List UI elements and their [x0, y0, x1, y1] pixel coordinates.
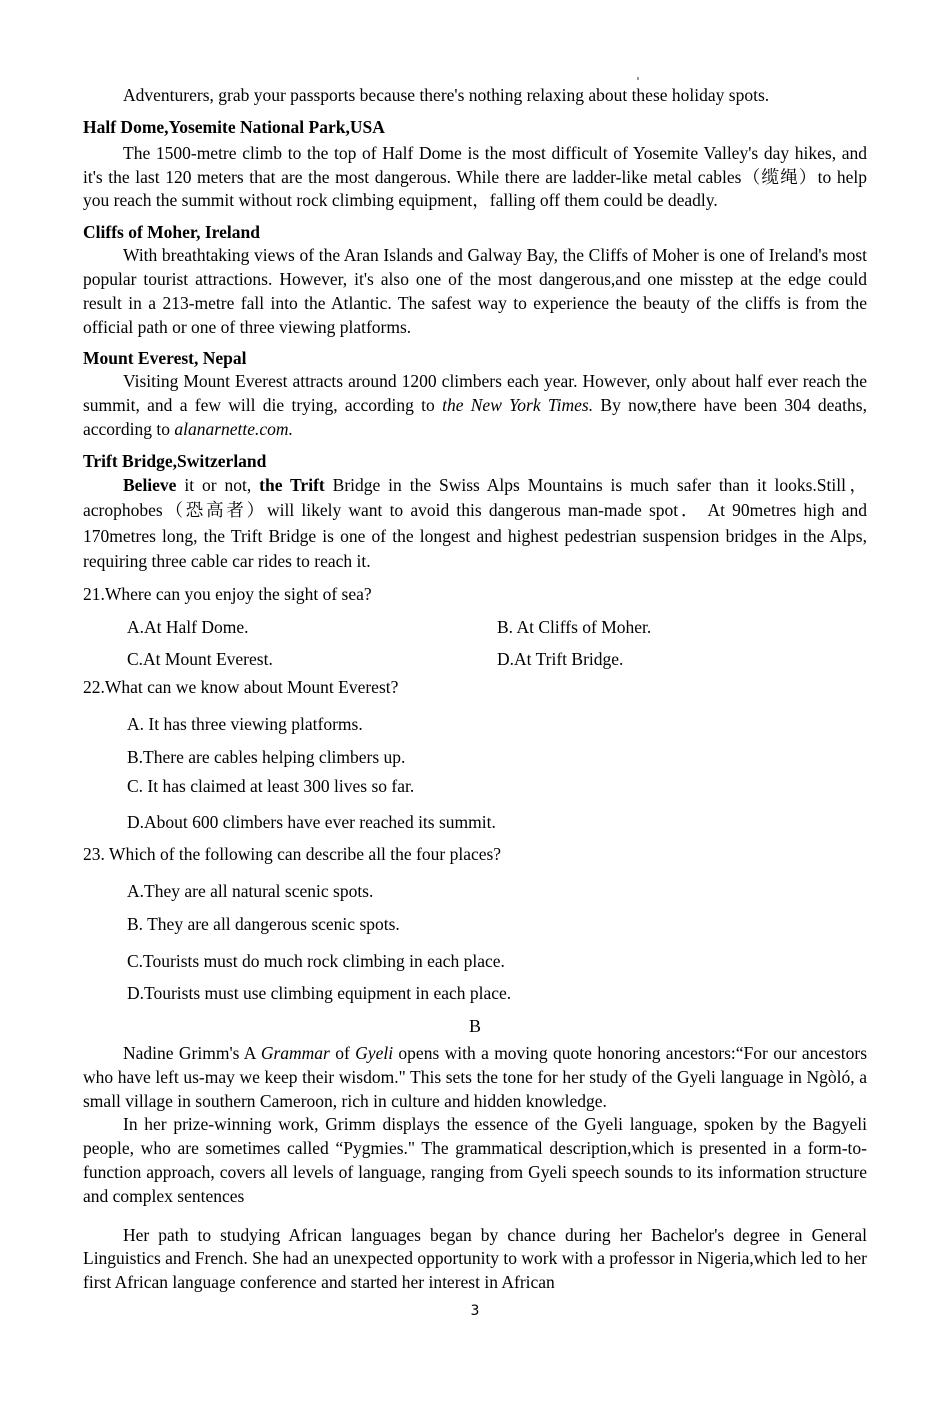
bold-the-trift: the Trift [259, 474, 325, 495]
italic-grammar: Grammar [260, 1042, 330, 1063]
cliffs-paragraph: With breathtaking views of the Aran Islands and Galway Bay, the Cliffs of Moher is one of Ireland's most popular tourist attractions. However, it's also one of the most dangerous,and one misstep at the edge could result in a 213-metre fall into the Atlantic. The safest way to experience the beauty of the cliffs is from the official path or one of three viewing platforms. [83, 245, 867, 337]
italic-alanarnette: alanarnette.com. [174, 418, 293, 439]
question-22 [83, 676, 867, 835]
trift-paragraph [83, 473, 867, 575]
question-23-stem: 23. Which of the following can describe all the four places? [83, 844, 502, 865]
page-number: 3 [470, 1302, 480, 1319]
trift-text-2: Bridge in the Swiss Alps Mountains is much safer than it looks.Still，acrophobes（恐高者）will likely want to avoid this dangerous man-made spot． At 90metres high and 170metres long, the Trift Bridge is one of the longest and highest pedestrian suspension bridges in the Alps, requiring three cable car rides to reach it. [83, 474, 868, 572]
question-21-stem: 21.Where can you enjoy the sight of sea? [83, 583, 372, 604]
q23-option-d: D.Tourists must use climbing equipment in each place. [127, 983, 512, 1004]
bold-believe: Believe [123, 474, 177, 495]
q22-option-d: D.About 600 climbers have ever reached its summit. [127, 812, 496, 833]
half-dome-paragraph: The 1500-metre climb to the top of Half Dome is the most difficult of Yosemite Valley's day hikes, and it's the last 120 meters that are the most dangerous. While there are ladder-like metal cables（缆绳）to help you reach the summit without rock climbing equipment，falling off them could be deadly. [83, 142, 867, 211]
trift-text: it or not, [176, 474, 260, 495]
q23-option-c: C.Tourists must do much rock climbing in each place. [127, 950, 505, 971]
heading-half-dome: Half Dome,Yosemite National Park,USA [83, 116, 385, 137]
q22-option-b: B.There are cables helping climbers up. [127, 746, 406, 767]
stray-mark [637, 77, 639, 80]
everest-paragraph [83, 370, 867, 441]
passage-b-paragraph-1 [83, 1042, 867, 1113]
intro-line: Adventurers, grab your passports because there's nothing relaxing about these holiday spots. [123, 85, 770, 105]
q23-option-b: B. They are all dangerous scenic spots. [127, 913, 400, 934]
q22-option-a: A. It has three viewing platforms. [127, 713, 363, 734]
passage-b-paragraph-3: Her path to studying African languages began by chance during her Bachelor's degree in General Linguistics and French. She had an unexpected opportunity to work with a professor in Nigeria,which led to her first African language conference and started her interest in African [83, 1224, 867, 1293]
q21-option-c: C.At Mount Everest. [127, 649, 273, 670]
question-23 [83, 843, 867, 1006]
everest-text-2: By now,there have been 304 deaths, according to [83, 395, 867, 439]
heading-trift-bridge: Trift Bridge,Switzerland [83, 450, 267, 471]
passage-b-label: B [468, 1016, 481, 1037]
q21-option-a: A.At Half Dome. [127, 616, 249, 637]
everest-text: Visiting Mount Everest attracts around 1200 climbers each year. However, only about half ever reach the summit, and a few will die trying, according to [83, 371, 867, 416]
question-21 [83, 583, 867, 672]
question-21-options-row-1 [127, 616, 867, 640]
q21-option-b: B. At Cliffs of Moher. [497, 616, 652, 637]
q22-option-c: C. It has claimed at least 300 lives so far. [127, 775, 415, 796]
question-22-stem: 22.What can we know about Mount Everest? [83, 677, 399, 698]
pb1-text-2: of [329, 1042, 356, 1063]
question-21-options-row-2 [127, 648, 867, 672]
pb1-text-3: opens with a moving quote honoring ancestors:“For our ancestors who have left us-may we keep their wisdom." This sets the tone for her study of the Gyeli language in Ngòló, a small village in southern Cameroon, rich in culture and hidden knowledge. [83, 1042, 868, 1111]
q23-option-a: A.They are all natural scenic spots. [127, 880, 374, 901]
heading-cliffs-of-moher: Cliffs of Moher, Ireland [83, 222, 260, 243]
pb1-text: Nadine Grimm's A [123, 1042, 261, 1063]
heading-mount-everest: Mount Everest, Nepal [83, 348, 247, 369]
q21-option-d: D.At Trift Bridge. [497, 649, 624, 670]
italic-gyeli: Gyeli [355, 1042, 394, 1063]
italic-new-york-times: the New York Times. [442, 395, 594, 416]
passage-b-paragraph-2: In her prize-winning work, Grimm displays the essence of the Gyeli language, spoken by the Bagyeli people, who are sometimes called “Pygmies." The grammatical description,which is presented in a form-to-function approach, covers all levels of language, ranging from Gyeli speech sounds to its information structure and complex sentences [83, 1114, 867, 1206]
